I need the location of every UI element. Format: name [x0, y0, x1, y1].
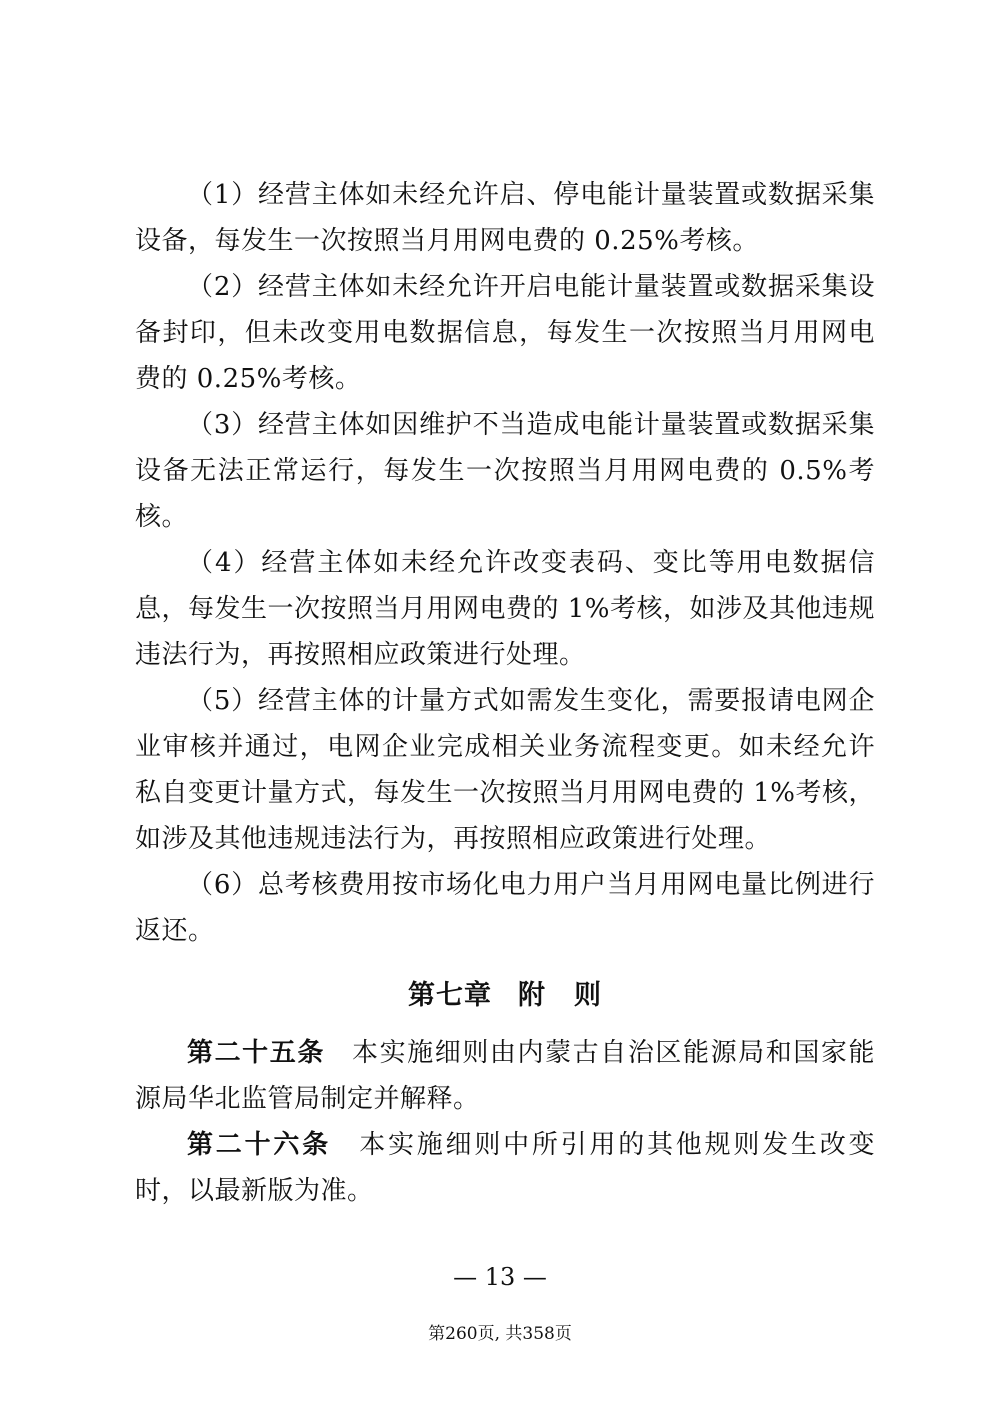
document-body	[135, 172, 875, 1214]
article-text: 本实施细则由内蒙古自治区能源局和国家能源局华北监管局制定并解释。	[135, 1038, 875, 1114]
article-label: 第二十五条	[187, 1038, 325, 1068]
chapter-title: 附 则	[518, 980, 602, 1011]
article-label: 第二十六条	[187, 1130, 331, 1160]
paragraph-item-3: （3）经营主体如因维护不当造成电能计量装置或数据采集设备无法正常运行，每发生一次按照当月用网电费的 0.5%考核。	[135, 410, 875, 532]
paragraph-item-6: （6）总考核费用按市场化电力用户当月用网电量比例进行返还。	[135, 870, 875, 946]
chapter-heading	[135, 966, 875, 1026]
paragraph-item-1: （1）经营主体如未经允许启、停电能计量装置或数据采集设备，每发生一次按照当月用网电费的 0.25%考核。	[135, 180, 875, 256]
article-25	[135, 1030, 875, 1122]
article-text: 本实施细则中所引用的其他规则发生改变时，以最新版为准。	[135, 1130, 875, 1206]
chapter-number: 第七章	[408, 980, 492, 1011]
page-count: 第260页, 共358页	[428, 1324, 572, 1344]
paragraph-item-5: （5）经营主体的计量方式如需发生变化，需要报请电网企业审核并通过，电网企业完成相关业务流程变更。如未经允许私自变更计量方式，每发生一次按照当月用网电费的 1%考核，如涉及其他违规违法行为，再按照相应政策进行处理。	[135, 686, 876, 854]
page-number: — 13 —	[453, 1263, 547, 1291]
paragraph-item-4: （4）经营主体如未经允许改变表码、变比等用电数据信息，每发生一次按照当月用网电费的 1%考核，如涉及其他违规违法行为，再按照相应政策进行处理。	[135, 548, 876, 670]
paragraph-item-2: （2）经营主体如未经允许开启电能计量装置或数据采集设备封印，但未改变用电数据信息，每发生一次按照当月用网电费的 0.25%考核。	[135, 272, 875, 394]
article-26	[135, 1122, 875, 1214]
